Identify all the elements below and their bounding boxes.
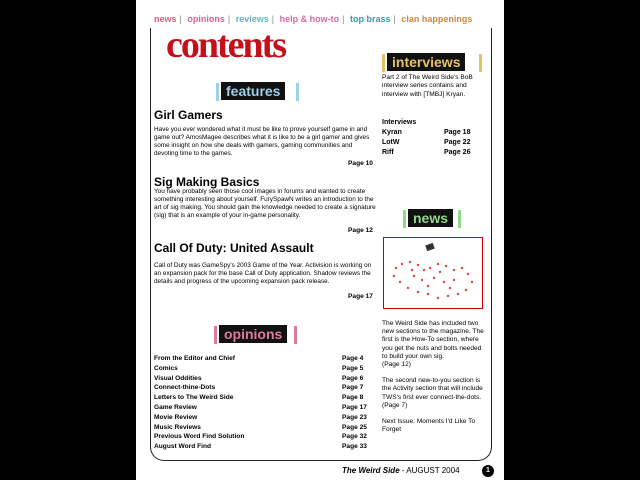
opinion-page: Page 8 bbox=[342, 394, 364, 402]
opinion-row[interactable] bbox=[154, 393, 376, 403]
opinions-list bbox=[154, 354, 376, 452]
section-nav: news | opinions | reviews | help & how-to | top brass | clan happenings bbox=[154, 14, 473, 24]
magazine-page bbox=[136, 0, 504, 480]
footer-issue: - AUGUST 2004 bbox=[399, 466, 460, 475]
opinion-label: Connect-thine-Dots bbox=[154, 384, 216, 392]
opinion-page: Page 4 bbox=[342, 355, 364, 362]
opinion-page: Page 33 bbox=[342, 443, 367, 451]
interview-row[interactable] bbox=[382, 138, 490, 148]
news-paragraph-1-ref[interactable]: (Page 12) bbox=[382, 361, 411, 369]
opinion-page: Page 32 bbox=[342, 433, 367, 441]
opinion-row[interactable] bbox=[154, 383, 376, 393]
opinion-page: Page 17 bbox=[342, 403, 367, 411]
page-number: 1 bbox=[482, 465, 494, 477]
opinion-row[interactable] bbox=[154, 403, 376, 413]
opinion-label: From the Editor and Chief bbox=[154, 355, 235, 362]
features-bar-right bbox=[296, 83, 299, 101]
interview-name: Kyran bbox=[382, 129, 402, 136]
feature-body-2: You have probably seen those cool images in forums and wanted to create something interesting about yourself. FurySpawN writes an introduction to the art of sig making. You should gain the knowledge needed to create a signature (sig) that is an example of your in-game personality. bbox=[154, 188, 376, 219]
features-heading: features bbox=[221, 82, 285, 100]
opinion-label: August Word Find bbox=[154, 443, 212, 451]
nav-opinions[interactable]: opinions bbox=[187, 14, 225, 24]
opinion-row[interactable] bbox=[154, 442, 376, 452]
features-bar-left bbox=[216, 83, 219, 101]
opinion-row[interactable] bbox=[154, 413, 376, 423]
footer bbox=[342, 466, 460, 475]
interviews-bar-left bbox=[382, 54, 385, 72]
nav-reviews[interactable]: reviews bbox=[235, 14, 269, 24]
opinion-row[interactable] bbox=[154, 354, 376, 364]
opinion-page: Page 6 bbox=[342, 374, 364, 382]
opinion-row[interactable] bbox=[154, 374, 376, 384]
interview-name: Riff bbox=[382, 149, 394, 156]
opinion-label: Game Review bbox=[154, 403, 197, 411]
news-text bbox=[382, 320, 488, 434]
opinions-heading: opinions bbox=[219, 325, 287, 343]
feature-page-3[interactable]: Page 17 bbox=[348, 293, 373, 300]
opinion-label: Letters to The Weird Side bbox=[154, 394, 234, 402]
interviews-heading: interviews bbox=[387, 53, 465, 71]
news-paragraph-2-ref[interactable]: (Page 7) bbox=[382, 401, 408, 409]
page-title: contents bbox=[166, 24, 286, 66]
opinion-page: Page 7 bbox=[342, 384, 364, 392]
feature-title-3[interactable]: Call Of Duty: United Assault bbox=[154, 241, 314, 255]
opinion-row[interactable] bbox=[154, 432, 376, 442]
opinions-bar-left bbox=[214, 326, 217, 344]
opinion-label: Visual Oddities bbox=[154, 374, 202, 382]
interview-row[interactable] bbox=[382, 148, 490, 158]
news-heading: news bbox=[408, 209, 453, 227]
opinion-label: Previous Word Find Solution bbox=[154, 433, 245, 441]
interviews-bar-right bbox=[479, 54, 482, 72]
opinion-page: Page 5 bbox=[342, 364, 364, 372]
connect-the-dots-image bbox=[383, 237, 483, 309]
interviews-list bbox=[382, 118, 490, 158]
opinion-row[interactable] bbox=[154, 364, 376, 374]
opinion-label: Movie Review bbox=[154, 413, 198, 421]
feature-title-1[interactable]: Girl Gamers bbox=[154, 108, 223, 122]
nav-clan-happenings[interactable]: clan happenings bbox=[401, 14, 473, 24]
opinion-row[interactable] bbox=[154, 423, 376, 433]
interview-row[interactable] bbox=[382, 128, 490, 138]
interviews-list-heading: Interviews bbox=[382, 119, 417, 126]
interviews-intro: Part 2 of The Weird Side's BoB interview series contains and interview with [TMBJ] Kryan. bbox=[382, 74, 473, 98]
feature-page-1[interactable]: Page 10 bbox=[348, 160, 373, 167]
feature-page-2[interactable]: Page 12 bbox=[348, 227, 373, 234]
opinion-label: Music Reviews bbox=[154, 423, 201, 431]
nav-help-how-to[interactable]: help & how-to bbox=[279, 14, 340, 24]
news-paragraph-1: The Weird Side has included two new sections to the magazine. The first is the How-To section, where you get the nuts and bolts needed to build your own sig. bbox=[382, 320, 484, 360]
interview-page: Page 18 bbox=[444, 129, 471, 136]
interview-page: Page 22 bbox=[444, 139, 471, 146]
interview-name: LotW bbox=[382, 139, 400, 146]
nav-news[interactable]: news bbox=[154, 14, 177, 24]
news-bar-right bbox=[458, 210, 461, 228]
news-next-issue: Next Issue: Moments I'd Like To Forget bbox=[382, 418, 476, 434]
feature-body-3: Call of Duty was GameSpy's 2003 Game of the Year. Activision is working on an expansion pack for the base Call of Duty application. Shadow reviews the details and progress of the upcoming expansion pack release. bbox=[154, 262, 372, 285]
nav-top-brass[interactable]: top brass bbox=[349, 14, 391, 24]
feature-body-1: Have you ever wondered what it must be like to prove yourself game in and game out? AmosMagee describes what it is like to be a girl gamer and gives some insight on how she deals with gamers, gaming communities and devoting time to the games. bbox=[154, 126, 370, 157]
opinion-page: Page 23 bbox=[342, 413, 367, 421]
opinion-label: Comics bbox=[154, 364, 178, 372]
feature-title-2[interactable]: Sig Making Basics bbox=[154, 175, 260, 189]
news-bar-left bbox=[403, 210, 406, 228]
interview-page: Page 26 bbox=[444, 149, 471, 156]
footer-magazine-name: The Weird Side bbox=[342, 466, 400, 475]
news-paragraph-2: The second new-to-you section is the Activity section that will include TWS's first ever connect-the-dots. bbox=[382, 377, 483, 401]
opinions-bar-right bbox=[294, 326, 297, 344]
opinion-page: Page 25 bbox=[342, 423, 367, 431]
